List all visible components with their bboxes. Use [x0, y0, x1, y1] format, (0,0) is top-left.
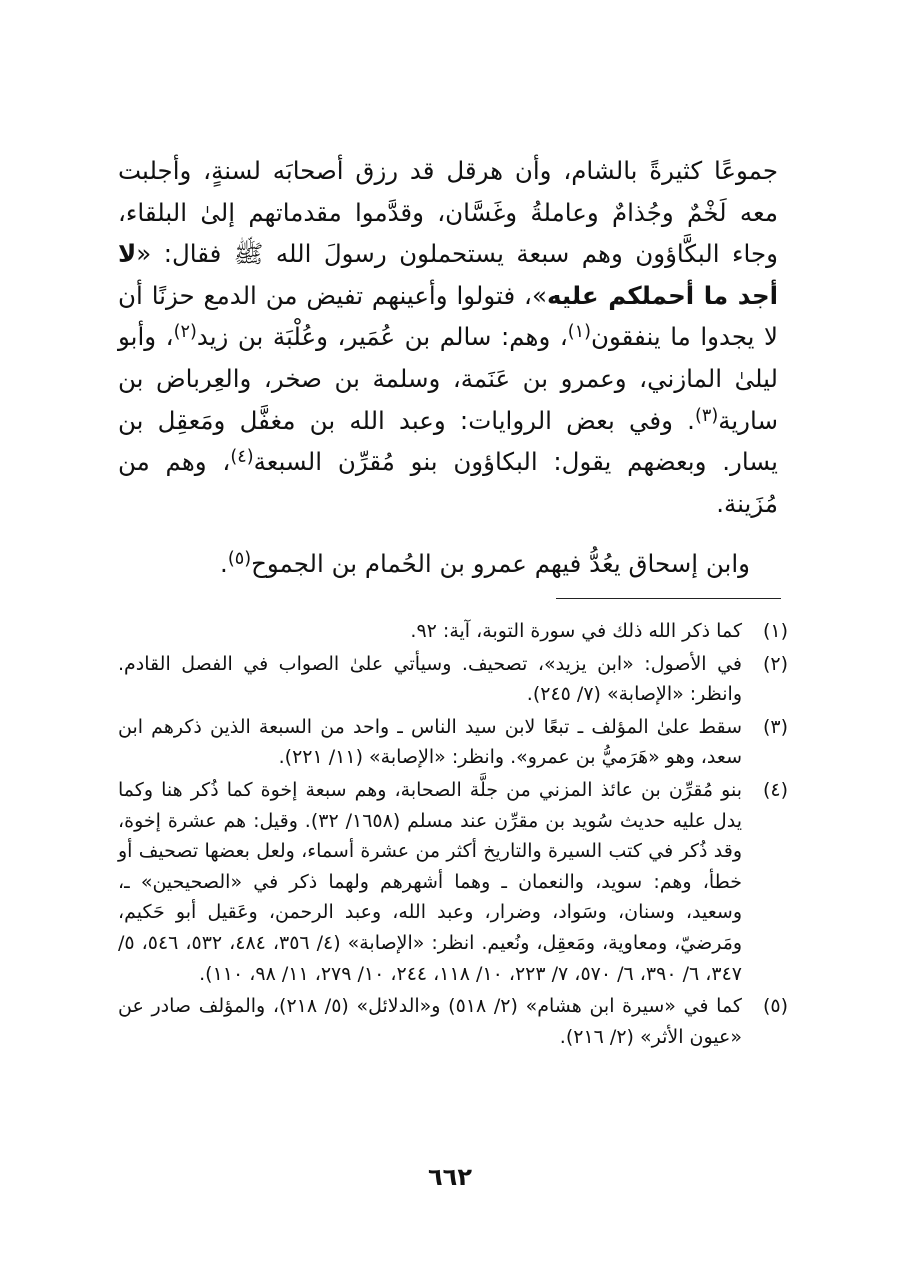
footnote-item [118, 991, 788, 1052]
footnote-number: (٤) [762, 778, 788, 801]
footnote-item [118, 712, 788, 773]
footnotes-section [118, 616, 788, 1054]
footnote-number: (٢) [762, 652, 788, 675]
second-paragraph [150, 544, 750, 584]
footnote-text: بنو مُقرِّن بن عائذ المزني من جلَّة الصحابة، وهم سبعة إخوة كما ذُكر هنا وكما يدل عليه حديث سُويد بن مقرِّن عند مسلم (١٦٥٨/ ٣٢). وقيل: هم عشرة إخوة، وقد ذُكر في كتب السيرة والتاريخ أكثر من عشرة أسماء، ولعل بعضها تصحيف أو خطأ، وهم: سويد، والنعمان ـ وهما أشهرهم ولهما ذكر في «الصحيحين» ـ، وسعيد، وسنان، وسَواد، وضرار، وعبد الله، وعبد الرحمن، وعَقيل أبو حَكيم، ومَرضيّ، ومعاوية، ومَعقِل، ونُعيم. انظر: «الإصابة» (٤/ ٣٥٦، ٤٨٤، ٥٣٢، ٥٤٦، ٥/ ٣٤٧، ٦/ ٣٩٠، ٦/ ٥٧٠، ٧/ ٢٢٣، ١٠/ ١١٨، ٢٤٤، ١٠/ ٢٧٩، ١١/ ٩٨، ١١٠). [118, 778, 743, 985]
footnote-text: كما في «سيرة ابن هشام» (٢/ ٥١٨) و«الدلائل» (٥/ ٢١٨)، والمؤلف صادر عن «عيون الأثر» (٢/ ٢١٦). [118, 995, 742, 1048]
footnote-text: سقط علىٰ المؤلف ـ تبعًا لابن سيد الناس ـ واحد من السبعة الذين ذكرهم ابن سعد، وهو «هَرَميُّ بن عمرو». وانظر: «الإصابة» (١١/ ٢٢١). [118, 715, 742, 769]
main-text-part-6: ، وهم من مُزَينة. [118, 447, 778, 518]
footnote-number: (٣) [762, 715, 788, 738]
footnote-text: كما ذكر الله ذلك في سورة التوبة، آية: ٩٢. [410, 620, 742, 642]
main-text-part-5: . وفي بعض الروايات: وعبد الله بن مغفَّل ومَعقِل بن يسار. وبعضهم يقول: البكاؤون بنو مُقرِّن السبعة [118, 405, 778, 477]
footnote-ref-4[interactable]: (٤) [230, 447, 254, 468]
footnote-number: (٥) [762, 995, 788, 1018]
footnote-number: (١) [762, 620, 788, 642]
footnote-ref-5[interactable]: (٥) [227, 549, 252, 570]
footnote-item [118, 775, 788, 989]
second-paragraph-text: وابن إسحاق يعُدُّ فيهم عمرو بن الحُمام بن الجموح [251, 549, 750, 578]
second-paragraph-end: . [220, 549, 228, 578]
main-text-part-1: جموعًا كثيرةً بالشام، وأن هرقل قد رزق أصحابَه لسنةٍ، وأجلبت معه لَخْمٌ وجُذامٌ وعاملةُ وغَسَّان، وقدَّموا مقدماتهم إلىٰ البلقاء، وجاء البكَّاؤون وهم سبعة يستحملون رسولَ الله ﷺ فقال: « [118, 156, 778, 269]
prophet-quote: لا أجد ما أحملكم عليه [118, 239, 779, 310]
page-number: ٦٦٢ [428, 1163, 472, 1191]
main-paragraph [118, 150, 778, 524]
footnote-ref-2[interactable]: (٢) [173, 322, 197, 343]
footnote-item [118, 616, 788, 647]
main-text-part-3: ، وهم: سالم بن عُمَير، وعُلْبَة بن زيد [196, 322, 568, 352]
main-text-part-2: »، فتولوا وأعينهم تفيض من الدمع حزنًا أن لا يجدوا ما ينفقون [118, 280, 778, 352]
main-text-part-4: ، وأبو ليلىٰ المازني، وعمرو بن عَنَمة، وسلمة بن صخر، والعِرباض بن سارية [118, 322, 778, 435]
footnote-ref-3[interactable]: (٣) [694, 405, 719, 426]
footnote-ref-1[interactable]: (١) [567, 322, 592, 343]
footnote-item [118, 649, 788, 710]
main-text-block [118, 150, 778, 524]
footnote-separator [556, 598, 781, 599]
footnote-text: في الأصول: «ابن يزيد»، تصحيف. وسيأتي علىٰ الصواب في الفصل القادم. وانظر: «الإصابة» (٧/ ٢٤٥). [118, 652, 742, 706]
